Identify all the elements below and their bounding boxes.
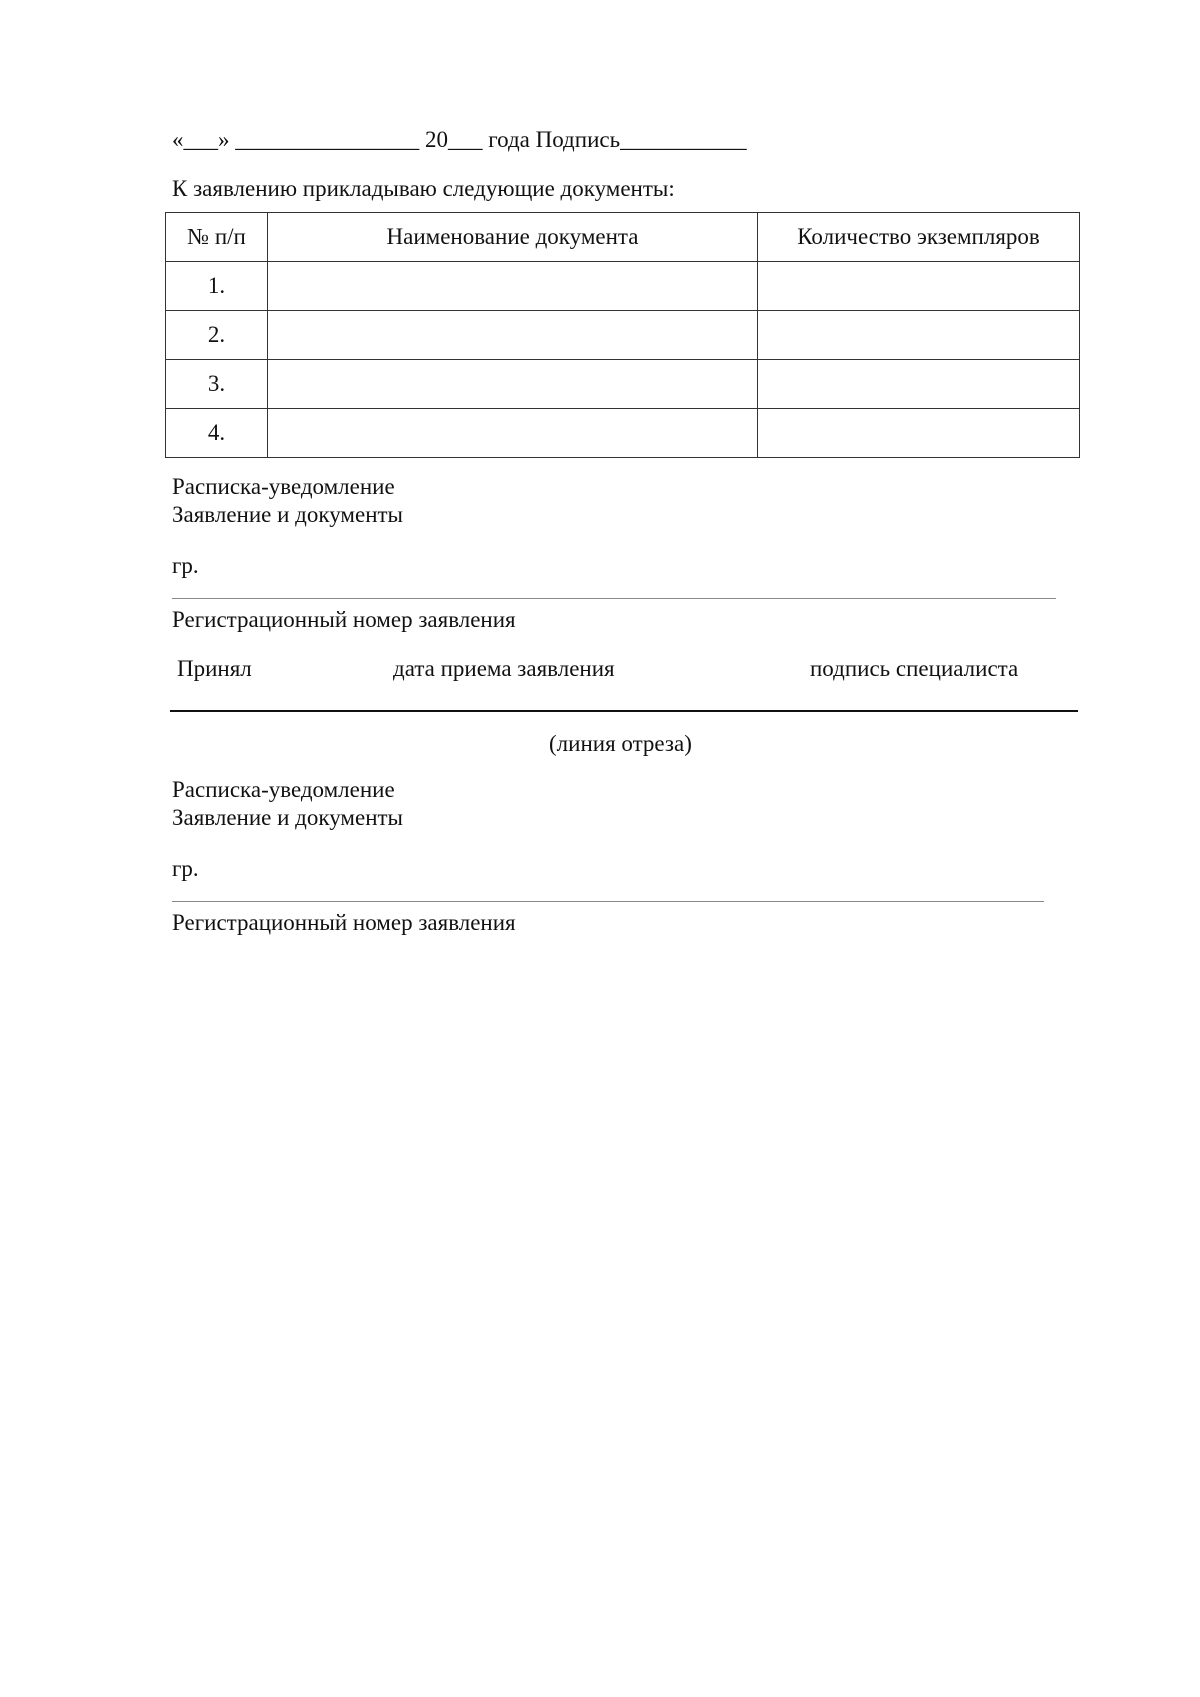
- acceptance-date-label: дата приема заявления: [393, 656, 615, 681]
- table-row: [166, 409, 1080, 458]
- accepted-by-label: Принял: [177, 656, 252, 681]
- cut-line: [170, 710, 1078, 712]
- citizen-name-line: [172, 598, 1056, 599]
- copies-cell[interactable]: [758, 311, 1080, 360]
- row-number: 2.: [166, 311, 268, 360]
- document-name-cell[interactable]: [268, 262, 758, 311]
- date-signature-line: «___» ________________ 20___ года Подпись___________: [172, 127, 747, 152]
- row-number: 3.: [166, 360, 268, 409]
- document-name-cell[interactable]: [268, 409, 758, 458]
- table-row: [166, 360, 1080, 409]
- citizen-name-line: [172, 901, 1044, 902]
- table-header-row: [166, 213, 1080, 262]
- table-row: [166, 311, 1080, 360]
- specialist-signature-label: подпись специалиста: [810, 656, 1019, 681]
- copies-cell[interactable]: [758, 262, 1080, 311]
- cut-line-label: (линия отреза): [549, 731, 692, 756]
- attachments-intro: К заявлению прикладываю следующие документы:: [172, 176, 675, 201]
- registration-number-label: Регистрационный номер заявления: [172, 607, 516, 632]
- receipt-subtitle: Заявление и документы: [172, 502, 404, 527]
- column-header-number: № п/п: [166, 213, 268, 262]
- receipt-subtitle: Заявление и документы: [172, 805, 404, 830]
- document-name-cell[interactable]: [268, 311, 758, 360]
- citizen-prefix: гр.: [172, 856, 199, 881]
- column-header-copies: Количество экземпляров: [758, 213, 1080, 262]
- copies-cell[interactable]: [758, 409, 1080, 458]
- column-header-document-name: Наименование документа: [268, 213, 758, 262]
- document-name-cell[interactable]: [268, 360, 758, 409]
- receipt-title: Расписка-уведомление: [172, 474, 395, 499]
- receipt-title: Расписка-уведомление: [172, 777, 395, 802]
- table-row: [166, 262, 1080, 311]
- row-number: 1.: [166, 262, 268, 311]
- row-number: 4.: [166, 409, 268, 458]
- documents-table: [165, 212, 1080, 458]
- copies-cell[interactable]: [758, 360, 1080, 409]
- citizen-prefix: гр.: [172, 553, 199, 578]
- registration-number-label: Регистрационный номер заявления: [172, 910, 516, 935]
